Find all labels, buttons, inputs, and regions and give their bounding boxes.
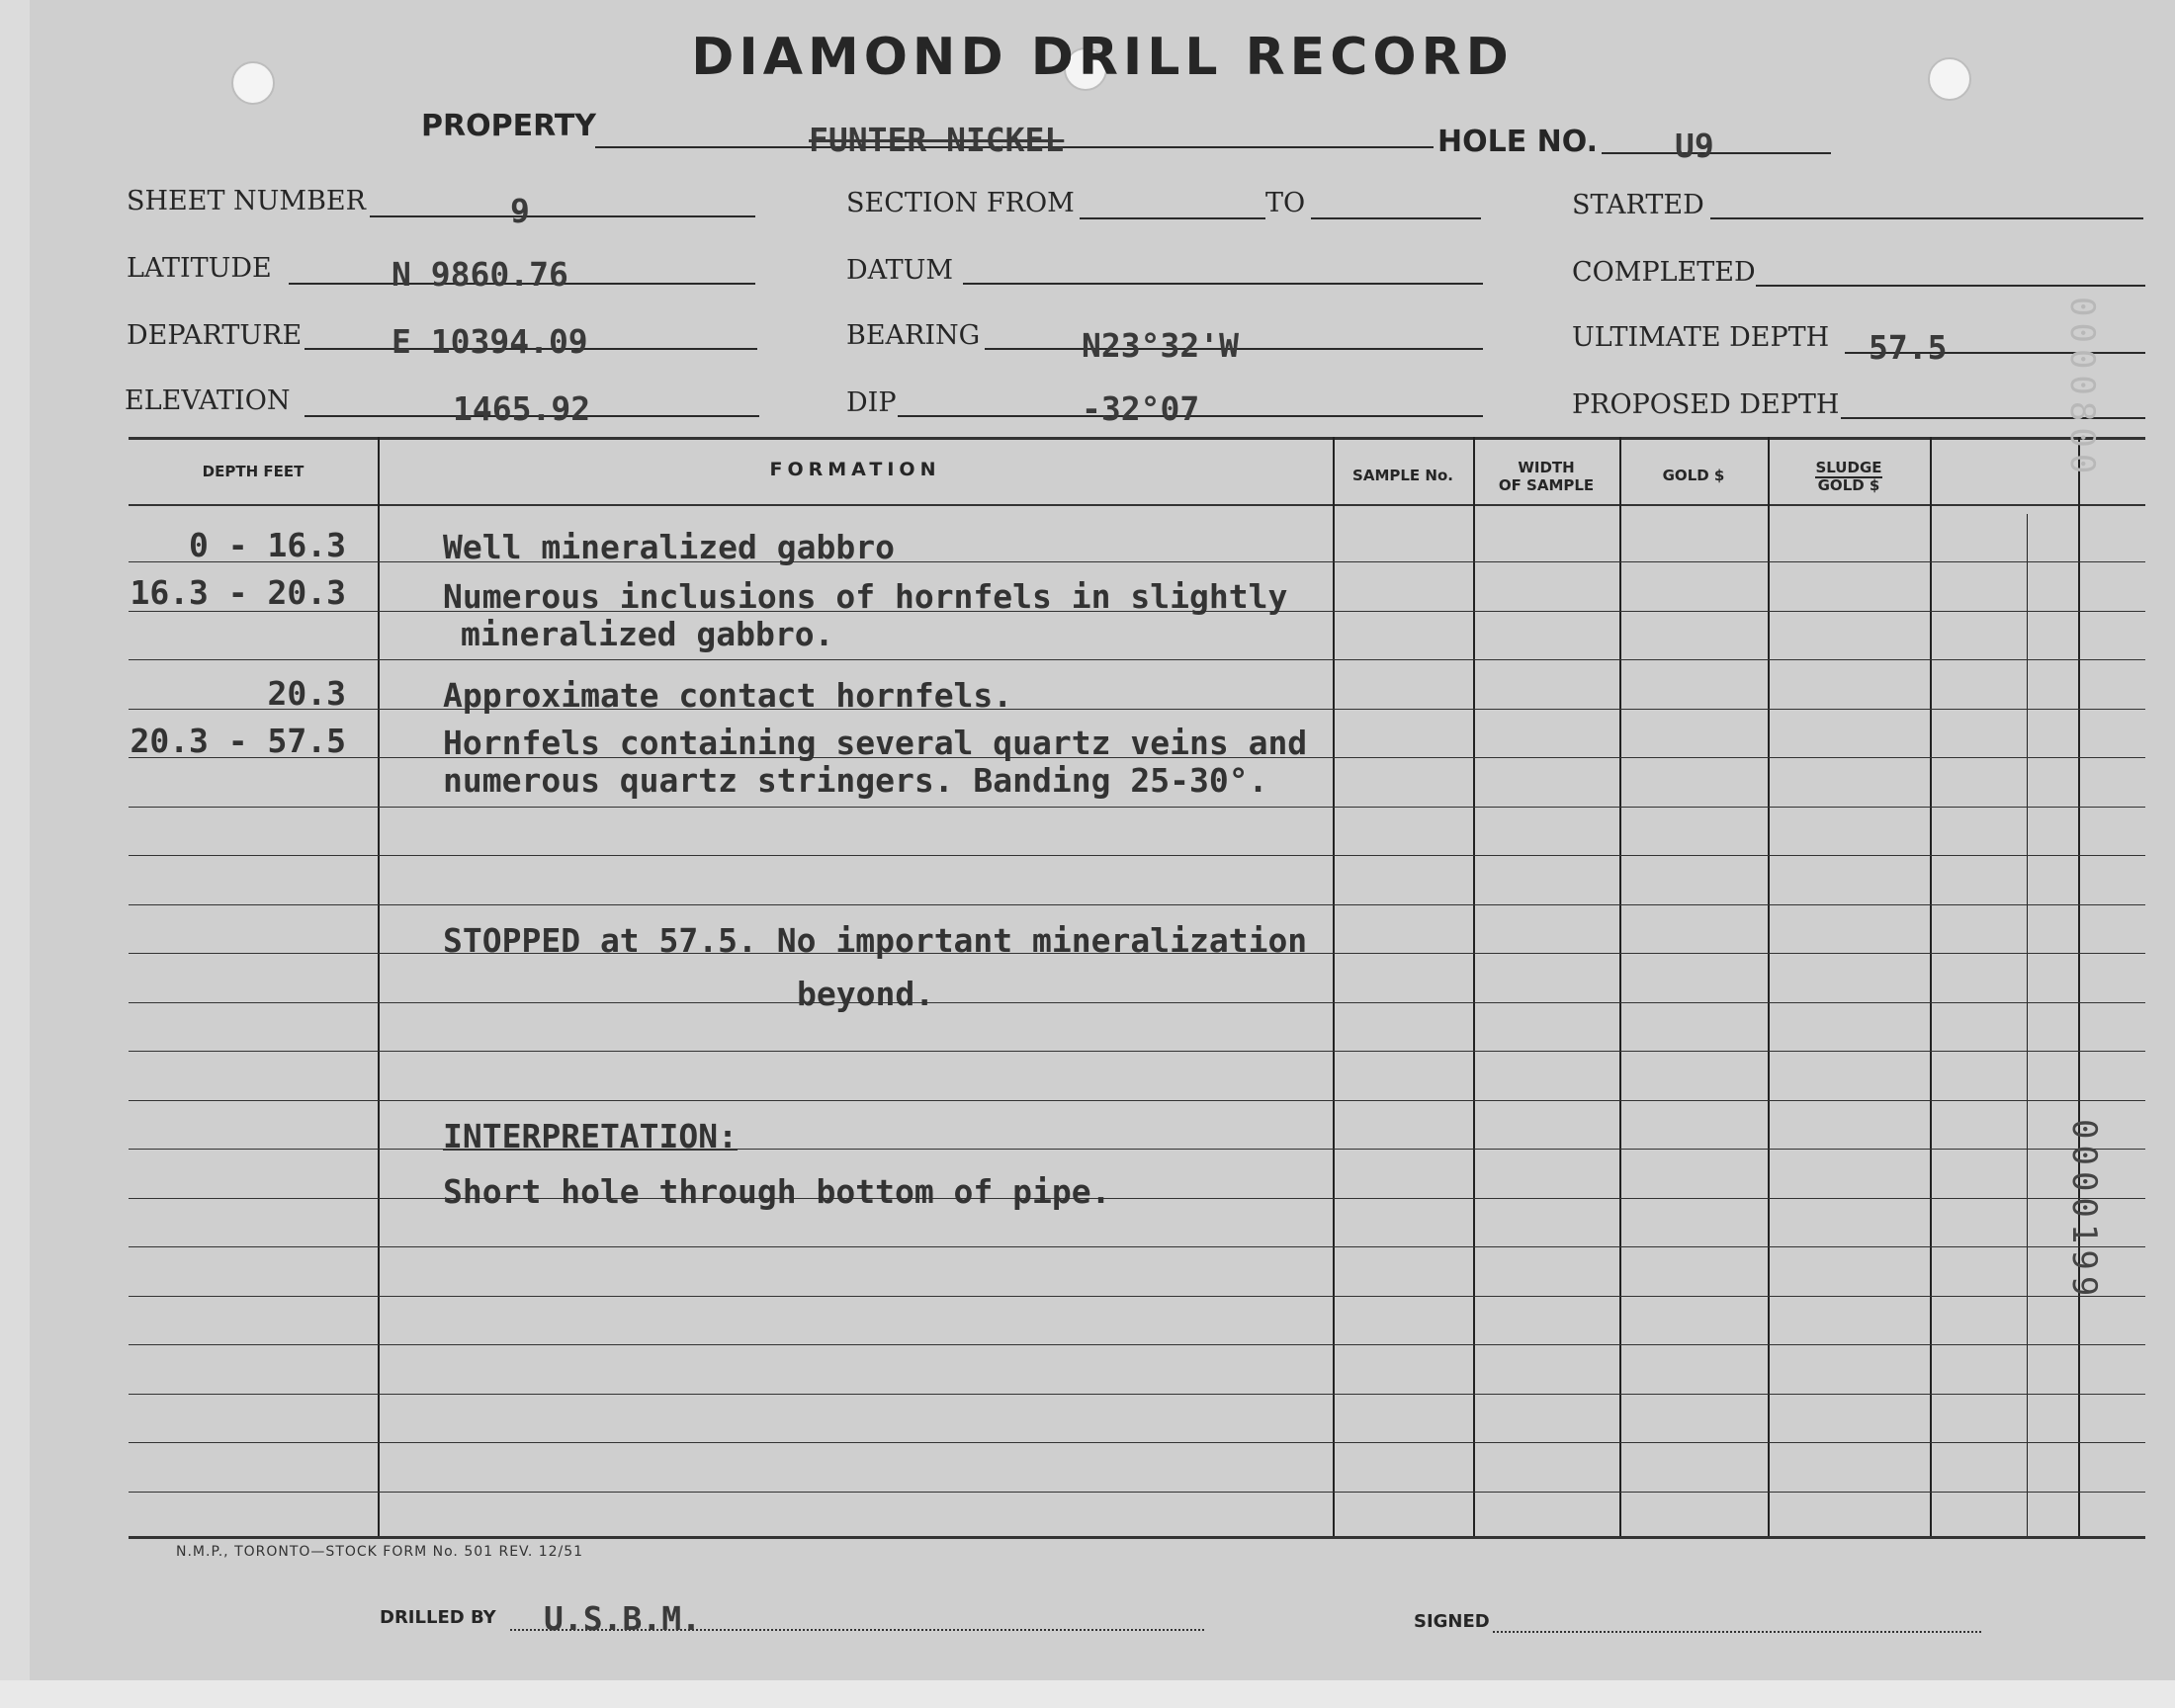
departure-label: DEPARTURE [127, 320, 303, 351]
column-divider [1333, 437, 1335, 1536]
signed-label: SIGNED [1414, 1611, 1490, 1632]
proposed-depth-label: PROPOSED DEPTH [1572, 389, 1840, 420]
signed-line [1493, 1631, 1981, 1633]
section-from-rule [1080, 217, 1265, 219]
hole-no-value: U9 [1675, 127, 1714, 165]
table-ruling-line [129, 855, 2145, 856]
drill-record-sheet [30, 0, 2175, 1680]
hole-no-label: HOLE NO. [1437, 125, 1599, 159]
header-sludge-line1: SLUDGE [1815, 459, 1882, 476]
header-formation: FORMATION [769, 459, 941, 480]
header-sludge-gold [1768, 459, 1930, 494]
to-rule [1311, 217, 1481, 219]
column-divider [2078, 437, 2080, 1536]
drill-log-table [129, 437, 2145, 1544]
table-ruling-line [129, 1442, 2145, 1443]
column-divider [1768, 437, 1770, 1536]
table-ruling-line [129, 1394, 2145, 1395]
stopped-note: STOPPED at 57.5. No important mineralization [443, 921, 1308, 960]
to-label: TO [1265, 188, 1306, 218]
latitude-value: N 9860.76 [392, 255, 568, 294]
form-number: N.M.P., TORONTO—STOCK FORM No. 501 REV. 12/51 [176, 1544, 584, 1560]
drilled-by-label: DRILLED BY [380, 1607, 496, 1628]
property-value: FUNTER NICKEL [809, 121, 1065, 159]
header-gold: GOLD $ [1662, 467, 1725, 484]
drilled-by-value: U.S.B.M. [544, 1599, 701, 1638]
departure-value: E 10394.09 [392, 322, 588, 361]
column-divider [1619, 437, 1621, 1536]
table-ruling-line [129, 1149, 2145, 1150]
side-stamp-number: 0000199 [2064, 1119, 2104, 1303]
form-title: DIAMOND DRILL RECORD [691, 28, 1514, 87]
table-ruling-line [129, 1198, 2145, 1199]
property-label: PROPERTY [421, 109, 597, 143]
table-ruling-line [129, 659, 2145, 660]
elevation-value: 1465.92 [453, 389, 591, 428]
table-ruling-line [129, 1344, 2145, 1345]
table-ruling-line [129, 1100, 2145, 1101]
entry-text: Hornfels containing several quartz veins and [443, 724, 1308, 762]
started-rule [1710, 217, 2143, 219]
header-sample-no: SAMPLE No. [1352, 467, 1453, 484]
table-ruling-line [129, 1492, 2145, 1493]
entry-text: Numerous inclusions of hornfels in slightly [443, 577, 1288, 616]
header-depth-feet: DEPTH FEET [202, 463, 304, 480]
hole-no-rule [1602, 152, 1831, 154]
column-divider [1930, 437, 1932, 1536]
ultimate-depth-value: 57.5 [1869, 328, 1948, 367]
entry-depth: 0 - 16.3 [189, 526, 346, 564]
bearing-label: BEARING [846, 320, 981, 351]
scan-edge [0, 1680, 2175, 1708]
column-divider [1473, 437, 1475, 1536]
header-width-line2: OF SAMPLE [1498, 476, 1595, 494]
entry-text: Approximate contact hornfels. [443, 676, 1013, 715]
sheet-number-rule [370, 215, 755, 217]
column-divider-thin [2027, 514, 2028, 1536]
datum-label: DATUM [846, 255, 954, 286]
table-ruling-line [129, 1296, 2145, 1297]
stopped-note-continued: beyond. [797, 975, 935, 1013]
interpretation-heading: INTERPRETATION: [443, 1117, 739, 1155]
section-from-label: SECTION FROM [846, 188, 1075, 218]
latitude-label: LATITUDE [127, 253, 272, 284]
entry-depth: 16.3 - 20.3 [130, 573, 346, 612]
header-sludge-line2: GOLD $ [1817, 476, 1880, 494]
column-divider [378, 437, 380, 1536]
table-ruling-line [129, 709, 2145, 710]
dip-label: DIP [846, 387, 897, 418]
table-ruling-line [129, 904, 2145, 905]
table-ruling-line [129, 1051, 2145, 1052]
header-width-of-sample [1473, 459, 1619, 494]
completed-label: COMPLETED [1572, 257, 1756, 288]
interpretation-text: Short hole through bottom of pipe. [443, 1172, 1111, 1211]
entry-text-continued: mineralized gabbro. [461, 615, 834, 653]
bearing-value: N23°32'W [1082, 326, 1239, 365]
entry-depth: 20.3 [267, 674, 346, 713]
ultimate-depth-label: ULTIMATE DEPTH [1572, 322, 1830, 353]
table-ruling-line [129, 561, 2145, 562]
side-stamp-faint: 0000800 [2062, 297, 2102, 480]
table-ruling-line [129, 1002, 2145, 1003]
table-ruling-line [129, 1246, 2145, 1247]
elevation-label: ELEVATION [125, 385, 291, 416]
table-ruling-line [129, 807, 2145, 808]
table-bottom-border [129, 1536, 2145, 1539]
table-top-border [129, 437, 2145, 440]
sheet-number-label: SHEET NUMBER [127, 186, 366, 216]
entry-text-continued: numerous quartz stringers. Banding 25-30°. [443, 761, 1268, 800]
started-label: STARTED [1572, 190, 1704, 220]
table-header-bottom [129, 504, 2145, 506]
entry-depth: 20.3 - 57.5 [130, 722, 346, 760]
completed-rule [1756, 285, 2145, 287]
header-width-line1: WIDTH [1518, 459, 1575, 476]
sheet-number-value: 9 [510, 192, 530, 230]
dip-value: -32°07 [1082, 389, 1200, 428]
entry-text: Well mineralized gabbro [443, 528, 895, 566]
datum-rule [963, 283, 1483, 285]
